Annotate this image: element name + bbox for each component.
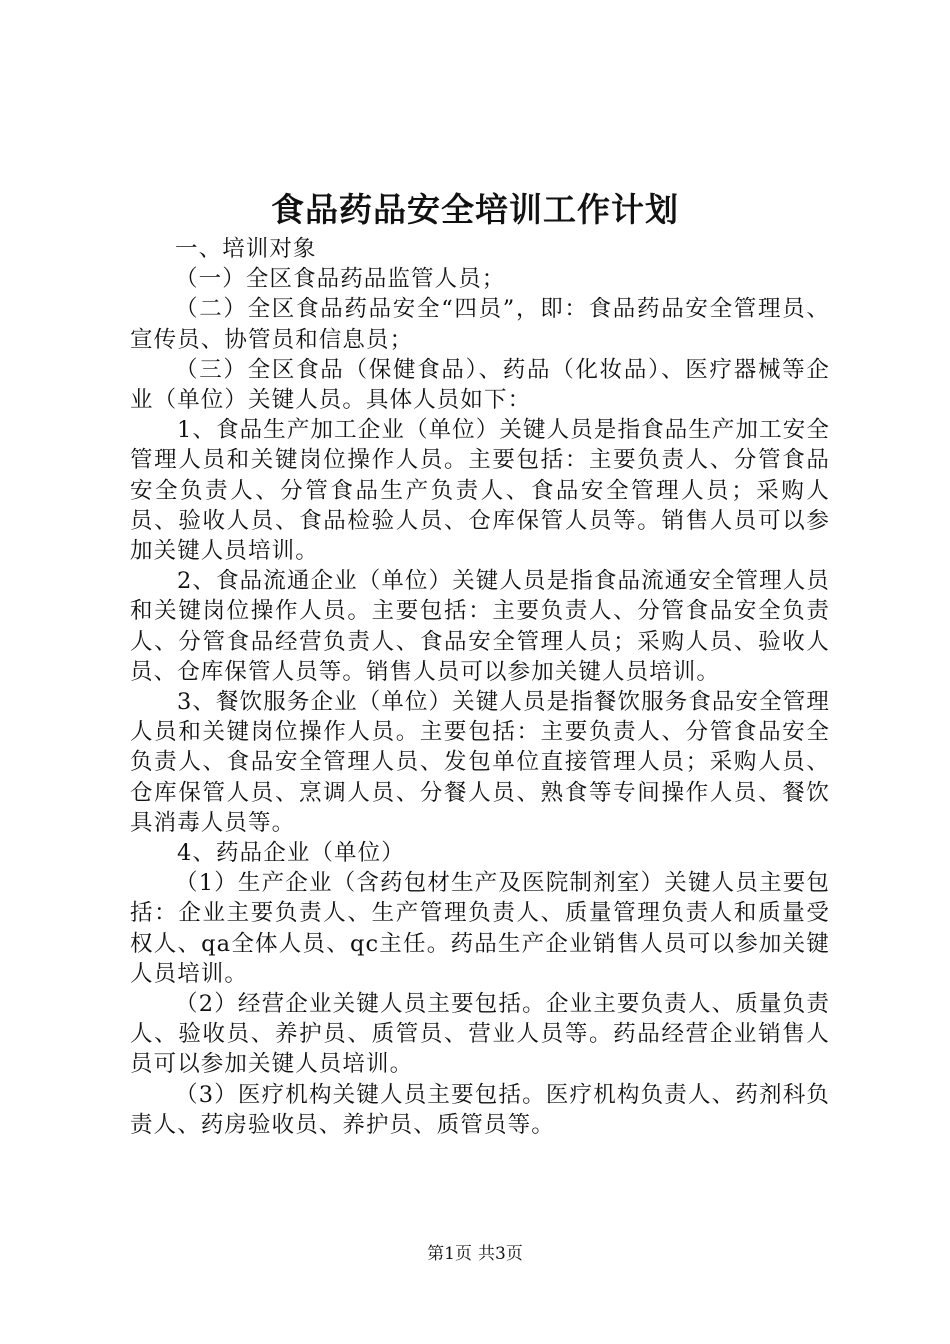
paragraph-food-circulation: 2、食品流通企业（单位）关键人员是指食品流通安全管理人员和关键岗位操作人员。主要包括：主要负责人、分管食品安全负责人、分管食品经营负责人、食品安全管理人员；采购人员、验收人员、仓库保管人员等。销售人员可以参加关键人员培训。	[130, 568, 830, 685]
paragraph-item-2: （二）全区食品药品安全“四员”，即：食品药品安全管理员、宣传员、协管员和信息员；	[130, 296, 830, 353]
page-total-label: 共3页	[478, 1244, 523, 1264]
paragraph-medical-institution: （3）医疗机构关键人员主要包括。医疗机构负责人、药剂科负责人、药房验收员、养护员、质管员等。	[130, 1081, 830, 1138]
paragraph-food-production: 1、食品生产加工企业（单位）关键人员是指食品生产加工安全管理人员和关键岗位操作人员。主要包括：主要负责人、分管食品安全负责人、分管食品生产负责人、食品安全管理人员；采购人员、验收人员、食品检验人员、仓库保管人员等。销售人员可以参加关键人员培训。	[130, 417, 830, 565]
paragraph-drug-enterprise: 4、药品企业（单位）	[177, 840, 405, 867]
paragraph-item-1: （一）全区食品药品监管人员；	[175, 266, 506, 293]
page-current-label: 第1页	[427, 1244, 472, 1264]
paragraph-production-enterprise: （1）生产企业（含药包材生产及医院制剂室）关键人员主要包括：企业主要负责人、生产管理负责人、质量管理负责人和质量受权人、qa全体人员、qc主任。药品生产企业销售人员可以参加关键人员培训。	[130, 870, 830, 987]
paragraph-business-enterprise: （2）经营企业关键人员主要包括。企业主要负责人、质量负责人、验收员、养护员、质管员、营业人员等。药品经营企业销售人员可以参加关键人员培训。	[130, 991, 830, 1078]
document-body	[130, 234, 830, 1140]
document-title: 食品药品安全培训工作计划	[271, 190, 679, 229]
page-footer	[0, 1243, 950, 1265]
paragraph-catering-service: 3、餐饮服务企业（单位）关键人员是指餐饮服务食品安全管理人员和关键岗位操作人员。主要包括：主要负责人、分管食品安全负责人、食品安全管理人员、发包单位直接管理人员；采购人员、仓库保管人员、烹调人员、分餐人员、熟食等专间操作人员、餐饮具消毒人员等。	[130, 689, 830, 836]
section-heading-training-targets: 一、培训对象	[175, 236, 317, 262]
paragraph-item-3: （三）全区食品（保健食品）、药品（化妆品）、医疗器械等企业（单位）关键人员。具体人员如下：	[130, 356, 830, 414]
